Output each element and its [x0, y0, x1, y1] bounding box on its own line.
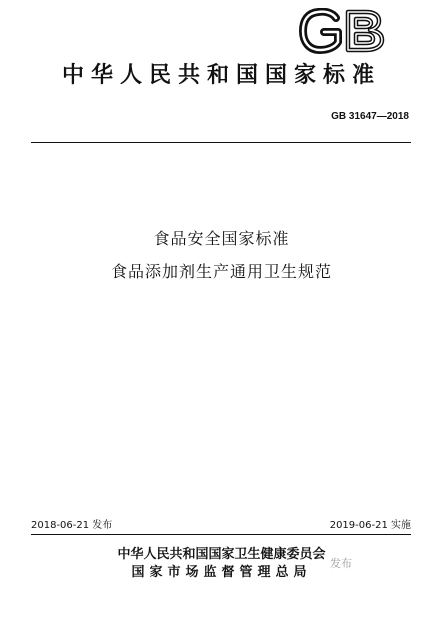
- issuer-line-2: 国家市场监督管理总局: [131, 565, 312, 580]
- implementation-date: 2019-06-21 实施: [329, 520, 411, 531]
- national-standard-title: 中华人民共和国国家标准: [61, 63, 381, 88]
- standard-category: 食品安全国家标准: [153, 229, 290, 248]
- document-title: 食品添加剂生产通用卫生规范: [110, 262, 332, 281]
- footer-divider: [31, 534, 411, 535]
- standard-number: GB 31647—2018: [331, 111, 409, 122]
- gb-logo-icon: [298, 8, 388, 54]
- issuer-line-1: 中华人民共和国国家卫生健康委员会: [117, 547, 326, 562]
- header-divider: [31, 142, 411, 143]
- issued-label: 发布: [330, 557, 352, 570]
- issue-date: 2018-06-21 发布: [31, 520, 113, 531]
